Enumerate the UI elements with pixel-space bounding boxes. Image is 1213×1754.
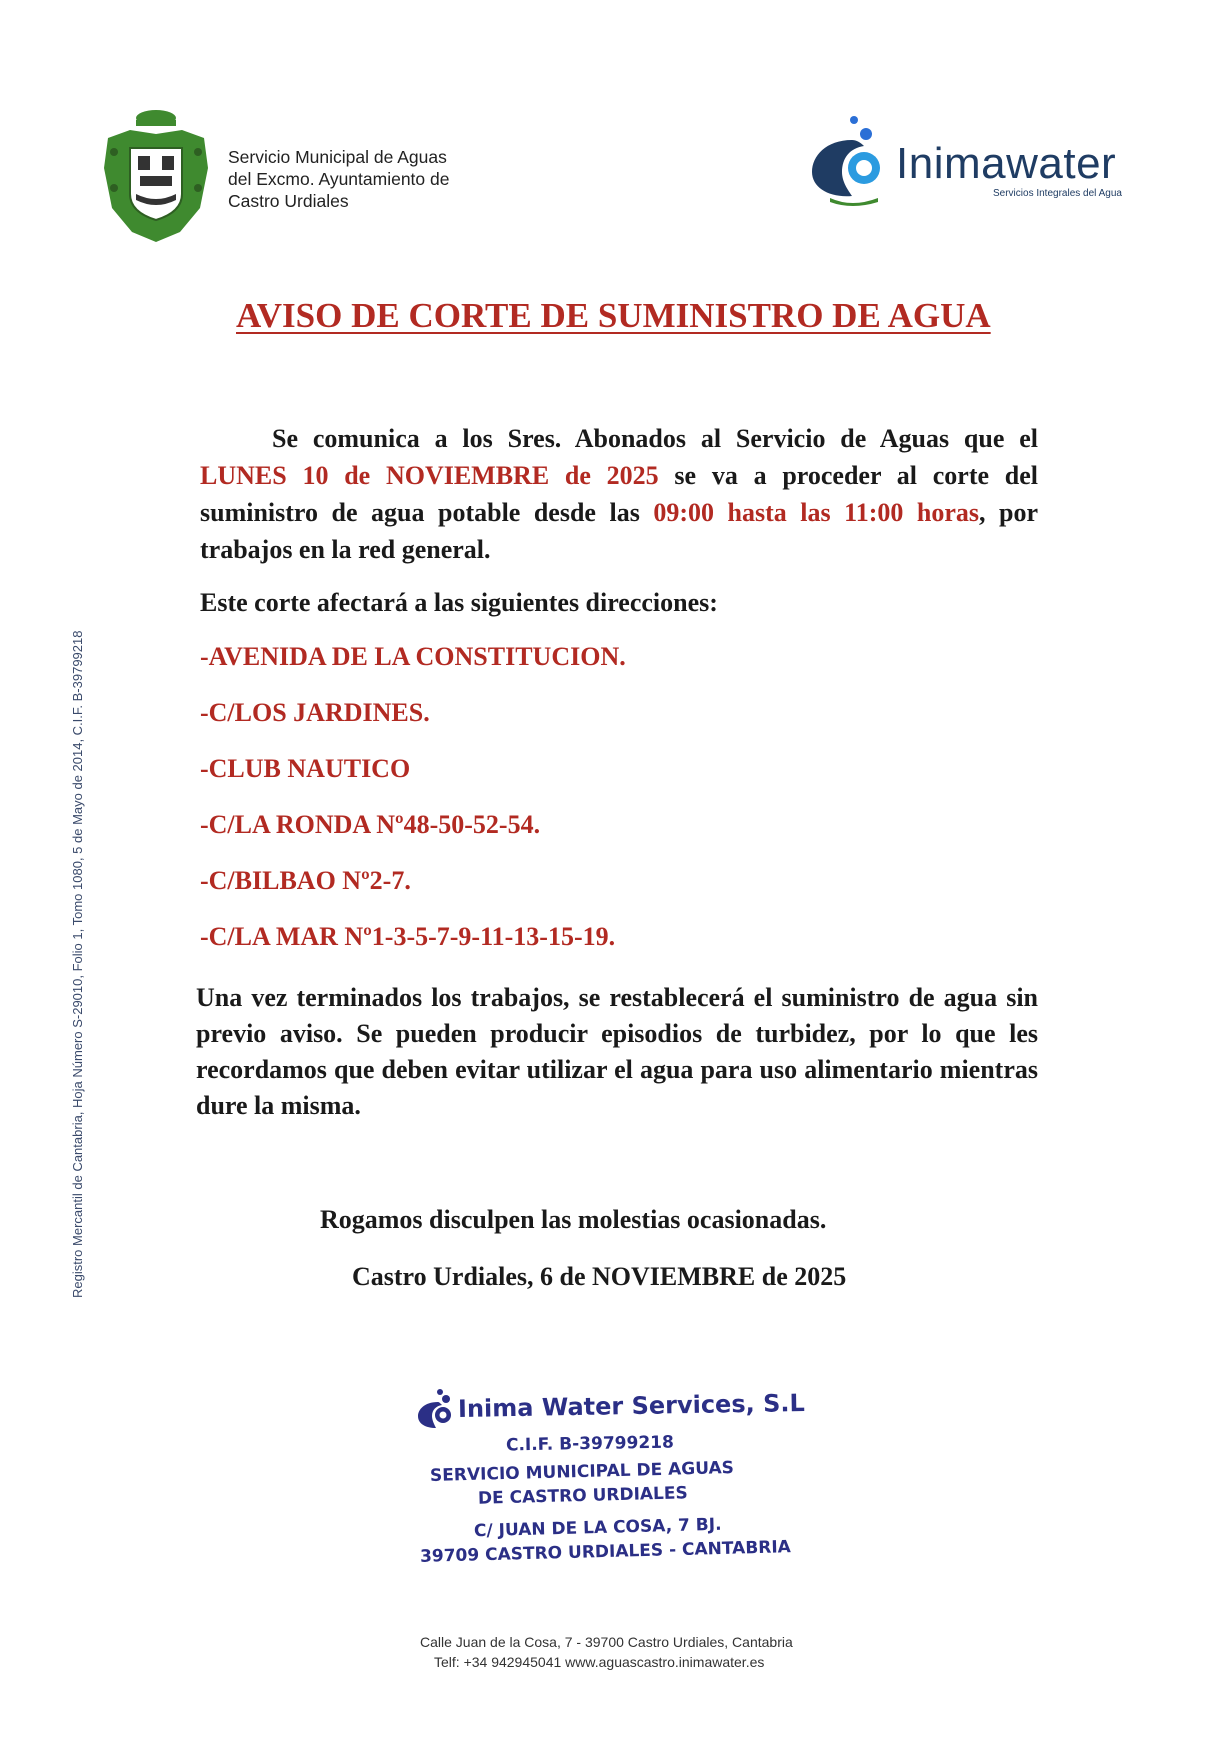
intro-text: , por trabajos en la red general. xyxy=(200,498,1038,564)
intro-paragraph xyxy=(200,420,1038,568)
dateline: Castro Urdiales, 6 de NOVIEMBRE de 2025 xyxy=(352,1262,847,1291)
address-item: -AVENIDA DE LA CONSTITUCION. xyxy=(200,642,626,671)
inimawater-logo xyxy=(808,112,1148,208)
side-registry-text: Registro Mercantil de Cantabria, Hoja Número S-29010, Folio 1, Tomo 1080, 5 de Mayo de 2014, C.I.F. B-39799218 xyxy=(70,630,85,1298)
footer-contact: Telf: +34 942945041 www.aguascastro.inimawater.es xyxy=(434,1654,765,1670)
closing-paragraph: Una vez terminados los trabajos, se restablecerá el suministro de agua sin previo aviso. Se pueden producir episodios de turbidez, por lo que les recordamos que deben evitar utilizar el agua para uso alimentario mientras dure la misma. xyxy=(196,983,1038,1120)
intro-text: Se comunica a los Sres. Abonados al Servicio de Aguas que el xyxy=(272,424,1038,453)
address-item: -C/LA MAR Nº1-3-5-7-9-11-13-15-19. xyxy=(200,922,616,951)
brand-name: Inimawater xyxy=(896,139,1117,188)
stamp-line: SERVICIO MUNICIPAL DE AGUAS xyxy=(429,1458,735,1486)
stamp-line: DE CASTRO URDIALES xyxy=(477,1483,688,1509)
municipal-line: Servicio Municipal de Aguas xyxy=(228,147,447,167)
municipal-crest-icon xyxy=(100,108,212,246)
outage-hours: 09:00 hasta las 11:00 horas xyxy=(653,498,979,527)
municipal-line: Castro Urdiales xyxy=(228,191,349,211)
address-item: -C/LOS JARDINES. xyxy=(200,698,430,727)
municipal-service-name xyxy=(228,146,449,212)
notice-title: AVISO DE CORTE DE SUMINISTRO DE AGUA xyxy=(236,296,991,335)
intro-text: se va a proceder al corte del suministro de agua potable desde las xyxy=(200,461,1038,527)
municipal-line: del Excmo. Ayuntamiento de xyxy=(228,169,450,189)
stamp-line: C/ JUAN DE LA COSA, 7 BJ. xyxy=(473,1514,722,1542)
address-item: -C/LA RONDA Nº48-50-52-54. xyxy=(200,810,541,839)
address-item: -CLUB NAUTICO xyxy=(200,754,411,783)
company-stamp xyxy=(416,1388,805,1568)
stamp-company-name: Inima Water Services, S.L xyxy=(457,1388,805,1424)
affected-intro: Este corte afectará a las siguientes direcciones: xyxy=(200,588,718,617)
stamp-water-drop-icon xyxy=(416,1388,458,1430)
water-drop-logo-icon xyxy=(808,112,890,208)
apology-line: Rogamos disculpen las molestias ocasionadas. xyxy=(320,1205,827,1234)
brand-tagline: Servicios Integrales del Agua xyxy=(993,188,1122,199)
footer-address: Calle Juan de la Cosa, 7 - 39700 Castro Urdiales, Cantabria xyxy=(420,1634,793,1650)
page-footer xyxy=(420,1632,820,1672)
stamp-line: 39709 CASTRO URDIALES - CANTABRIA xyxy=(419,1537,792,1567)
stamp-cif: C.I.F. B-39799218 xyxy=(505,1432,675,1456)
outage-date: LUNES 10 de NOVIEMBRE de 2025 xyxy=(200,461,659,490)
address-item: -C/BILBAO Nº2-7. xyxy=(200,866,411,895)
